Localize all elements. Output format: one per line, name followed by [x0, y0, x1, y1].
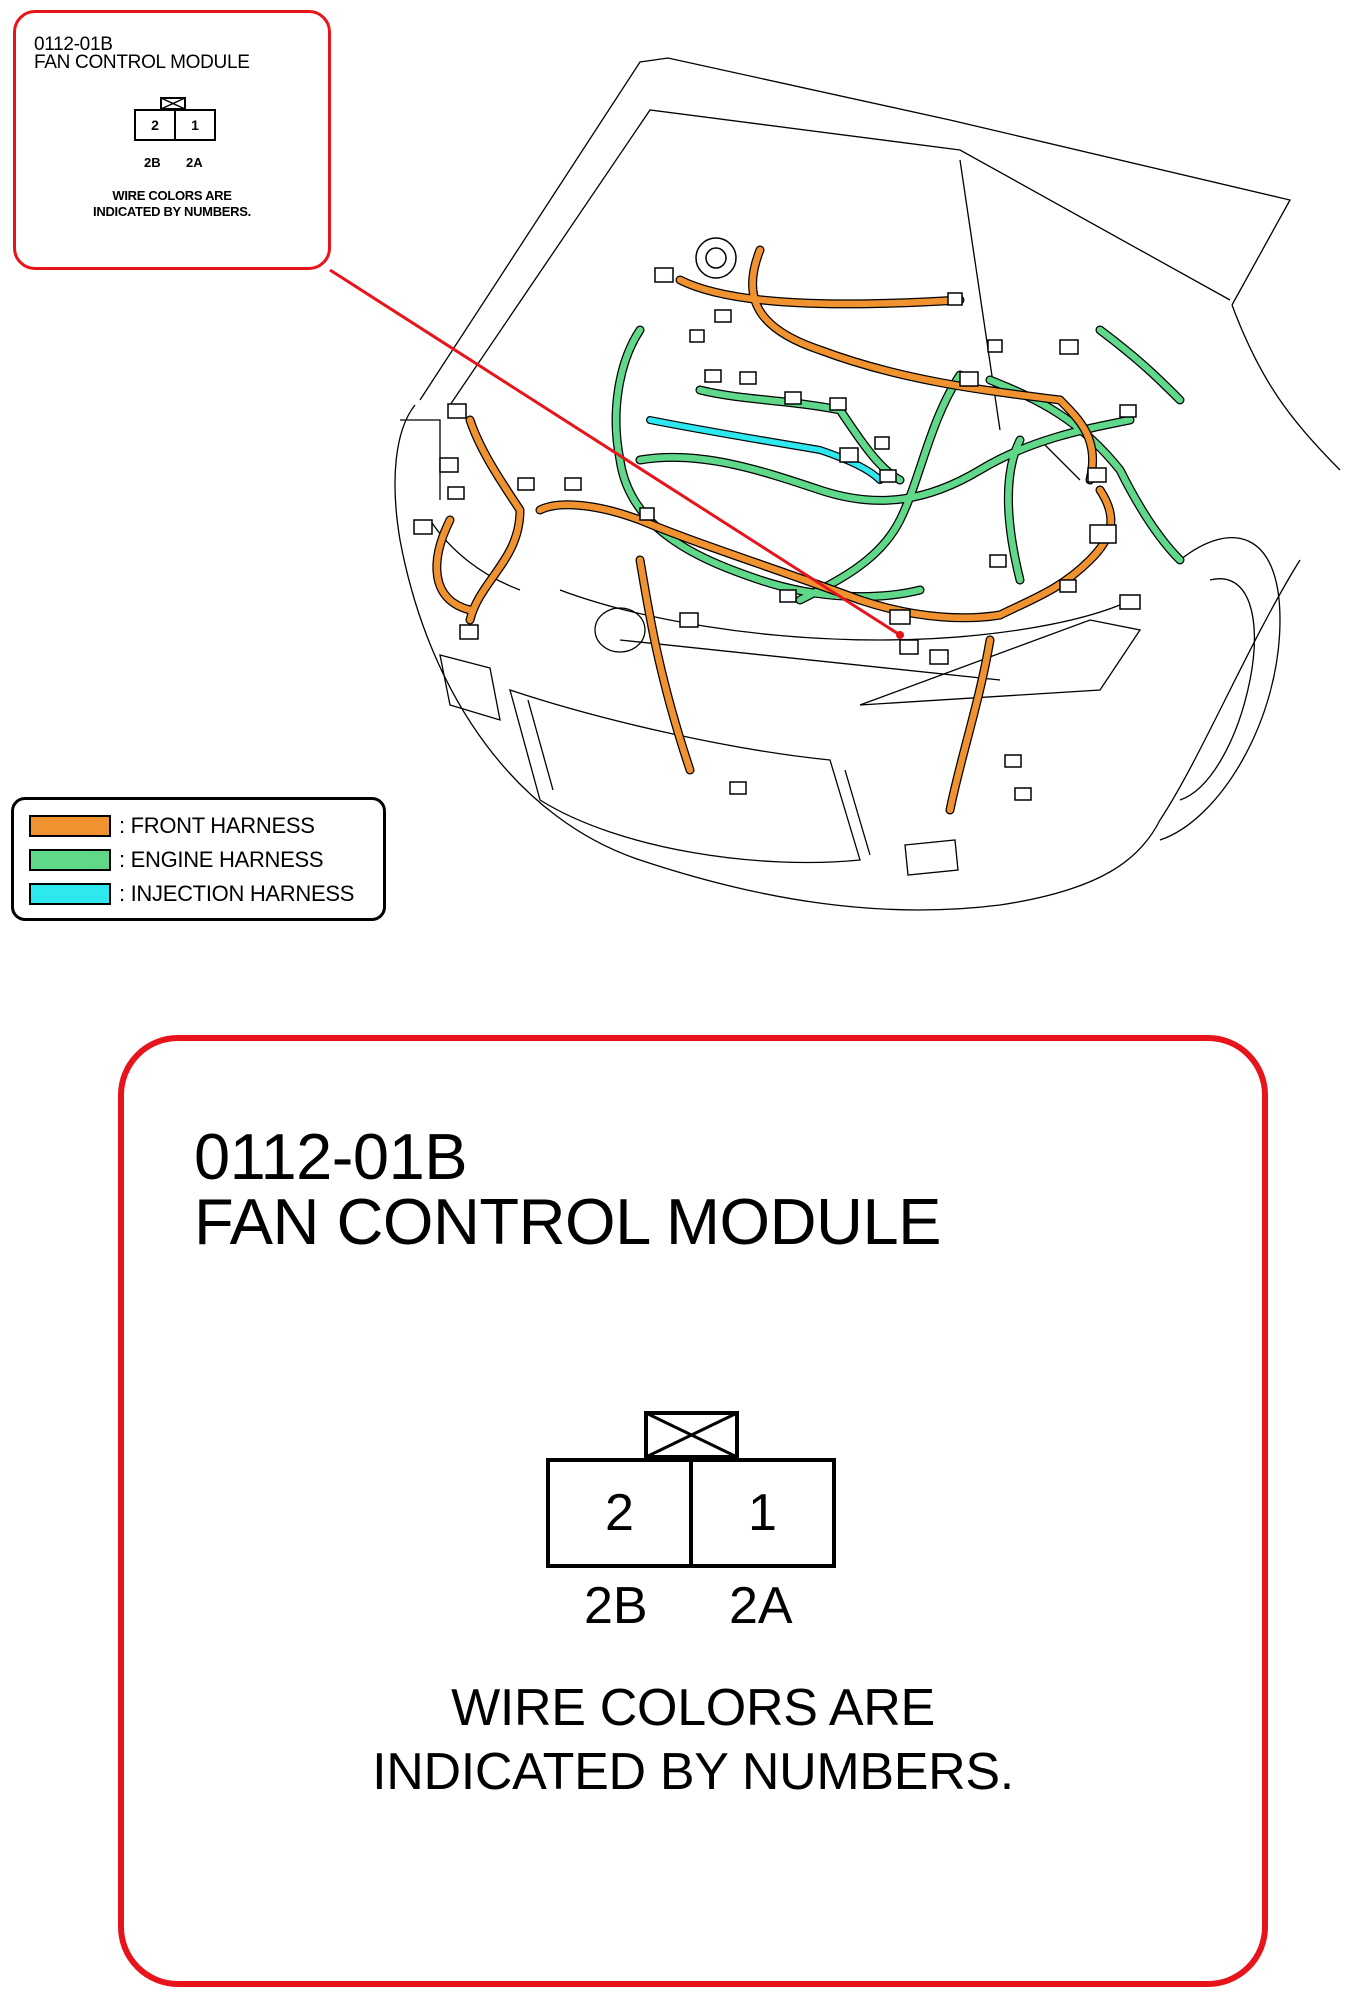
legend-label-front: : FRONT HARNESS: [119, 813, 315, 838]
connector-callout-small: [13, 10, 331, 270]
wire-color-note-large: [124, 1676, 1262, 1804]
legend-item-injection: [29, 881, 354, 907]
note-line-2-large: INDICATED BY NUMBERS.: [372, 1743, 1014, 1801]
connector-name-small: FAN CONTROL MODULE: [34, 52, 250, 73]
connector-id-small: 0112-01B: [34, 34, 113, 55]
connector-callout-large: [118, 1035, 1268, 1987]
harness-legend: [11, 797, 386, 921]
fog-lamp: [905, 840, 958, 875]
connector-face-large: [546, 1458, 836, 1568]
note-line-1-small: WIRE COLORS ARE: [112, 188, 232, 203]
pin-2-small: 2: [151, 117, 159, 133]
legend-item-engine: [29, 847, 323, 873]
note-line-1-large: WIRE COLORS ARE: [451, 1679, 935, 1737]
pin-2-large: 2: [605, 1484, 634, 1542]
connector-face-small: [134, 109, 216, 141]
connector-id-large: 0112-01B: [194, 1120, 468, 1193]
harness-connectors: [414, 268, 1140, 800]
legend-label-engine: : ENGINE HARNESS: [119, 847, 324, 872]
injection-harness-swatch: [29, 883, 111, 905]
legend-item-front: [29, 813, 315, 839]
connector-latch-icon-large: [644, 1411, 739, 1459]
wire-color-note-small: [16, 188, 328, 220]
legend-label-injection: : INJECTION HARNESS: [119, 881, 355, 906]
wire-2b-small: 2B: [144, 155, 161, 170]
pin-1-small: 1: [174, 111, 214, 139]
hood-emblem: [595, 608, 645, 652]
front-harness-swatch: [29, 815, 111, 837]
wire-2b-large: 2B: [584, 1577, 648, 1635]
connector-name-large: FAN CONTROL MODULE: [194, 1185, 942, 1258]
note-line-2-small: INDICATED BY NUMBERS.: [93, 204, 251, 219]
bumper-vent-left: [440, 655, 500, 720]
wire-2a-small: 2A: [186, 155, 203, 170]
wire-2a-large: 2A: [729, 1577, 793, 1635]
pin-1-large: 1: [689, 1462, 832, 1564]
fender-outline: [1160, 538, 1280, 840]
front-grille: [510, 690, 860, 863]
hood-outline: [420, 58, 1290, 400]
engine-harness-swatch: [29, 849, 111, 871]
connector-location-marker: [896, 631, 904, 639]
